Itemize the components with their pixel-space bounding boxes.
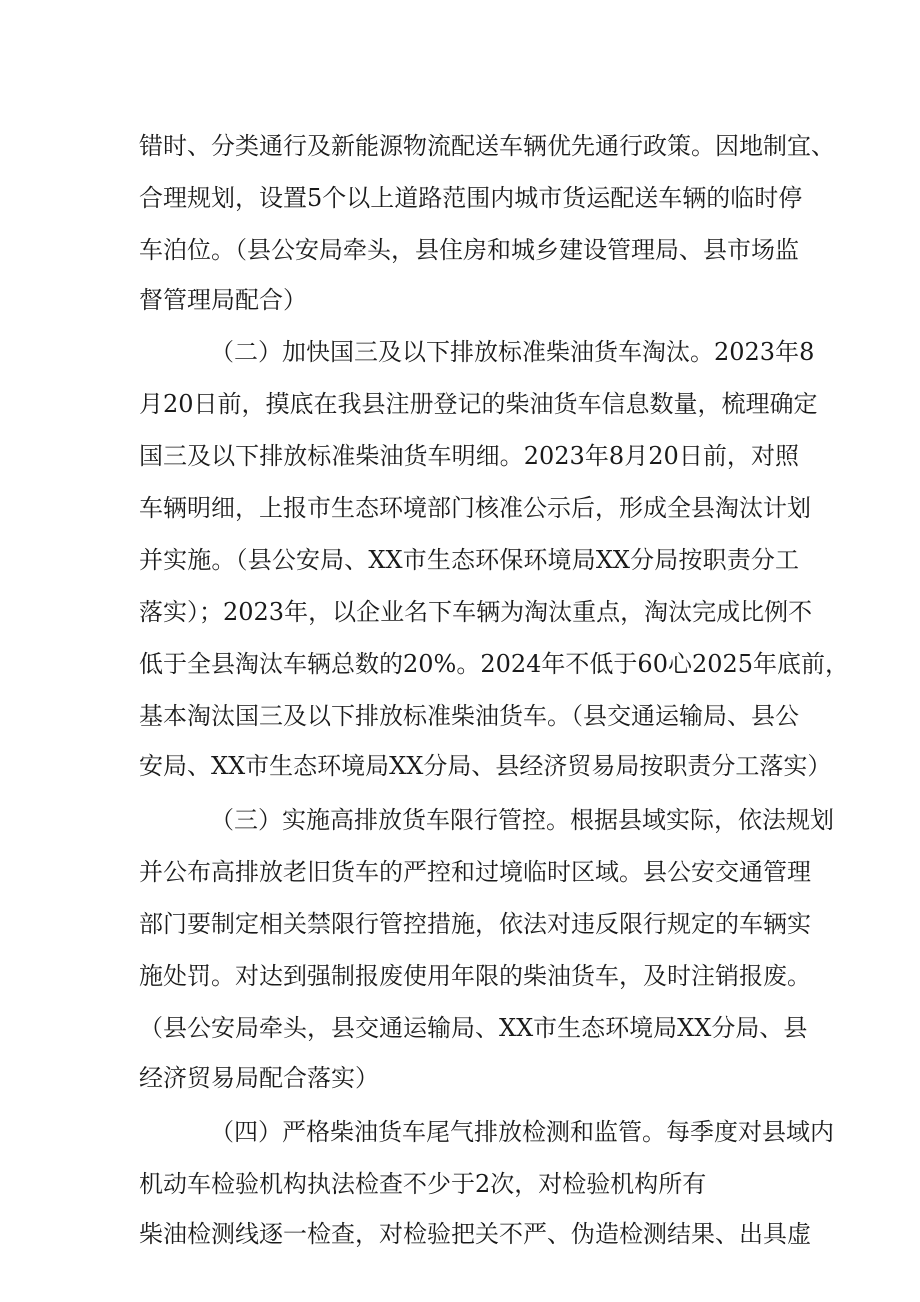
- text-line: 督管理局配合）: [139, 286, 307, 314]
- text-line: （县公安局牵头，县交通运输局、XX市生态环境局XX分局、县: [139, 1014, 808, 1042]
- text-line: 施处罚。对达到强制报废使用年限的柴油货车，及时注销报废。: [139, 962, 811, 990]
- text-line: 部门要制定相关禁限行管控措施，依法对违反限行规定的车辆实: [139, 910, 811, 938]
- text-line: 合理规划，设置5个以上道路范围内城市货运配送车辆的临时停: [139, 184, 803, 212]
- text-line: 机动车检验机构执法检查不少于2次，对检验机构所有: [139, 1170, 707, 1198]
- text-line: 车辆明细，上报市生态环境部门核准公示后，形成全县淘汰计划: [139, 494, 811, 522]
- section-heading-3: （三）实施高排放货车限行管控。根据县域实际，依法规划: [210, 806, 834, 834]
- text-line: 并实施。（县公安局、XX市生态环保环境局XX分局按职责分工: [139, 546, 799, 574]
- text-line: 低于全县淘汰车辆总数的20%。2024年不低于60心2025年底前，: [139, 650, 850, 678]
- text-line: 国三及以下排放标准柴油货车明细。2023年8月20日前，对照: [139, 442, 799, 470]
- section-heading-4: （四）严格柴油货车尾气排放检测和监管。每季度对县域内: [210, 1118, 834, 1146]
- text-line: 并公布高排放老旧货车的严控和过境临时区域。县公安交通管理: [139, 858, 811, 886]
- text-line: 经济贸易局配合落实）: [139, 1064, 379, 1092]
- text-line: 月20日前，摸底在我县注册登记的柴油货车信息数量，梳理确定: [139, 390, 818, 418]
- section-heading-2: （二）加快国三及以下排放标准柴油货车淘汰。2023年8: [210, 338, 815, 366]
- text-line: 车泊位。（县公安局牵头，县住房和城乡建设管理局、县市场监: [139, 236, 799, 264]
- text-line: 错时、分类通行及新能源物流配送车辆优先通行政策。因地制宜、: [139, 132, 835, 160]
- text-line: 基本淘汰国三及以下排放标准柴油货车。（县交通运输局、县公: [139, 702, 799, 730]
- text-line: 落实）；2023年，以企业名下车辆为淘汰重点，淘汰完成比例不: [139, 598, 813, 626]
- text-line: 柴油检测线逐一检查，对检验把关不严、伪造检测结果、出具虚: [139, 1220, 811, 1248]
- text-line: 安局、XX市生态环境局XX分局、县经济贸易局按职责分工落实）: [139, 752, 832, 780]
